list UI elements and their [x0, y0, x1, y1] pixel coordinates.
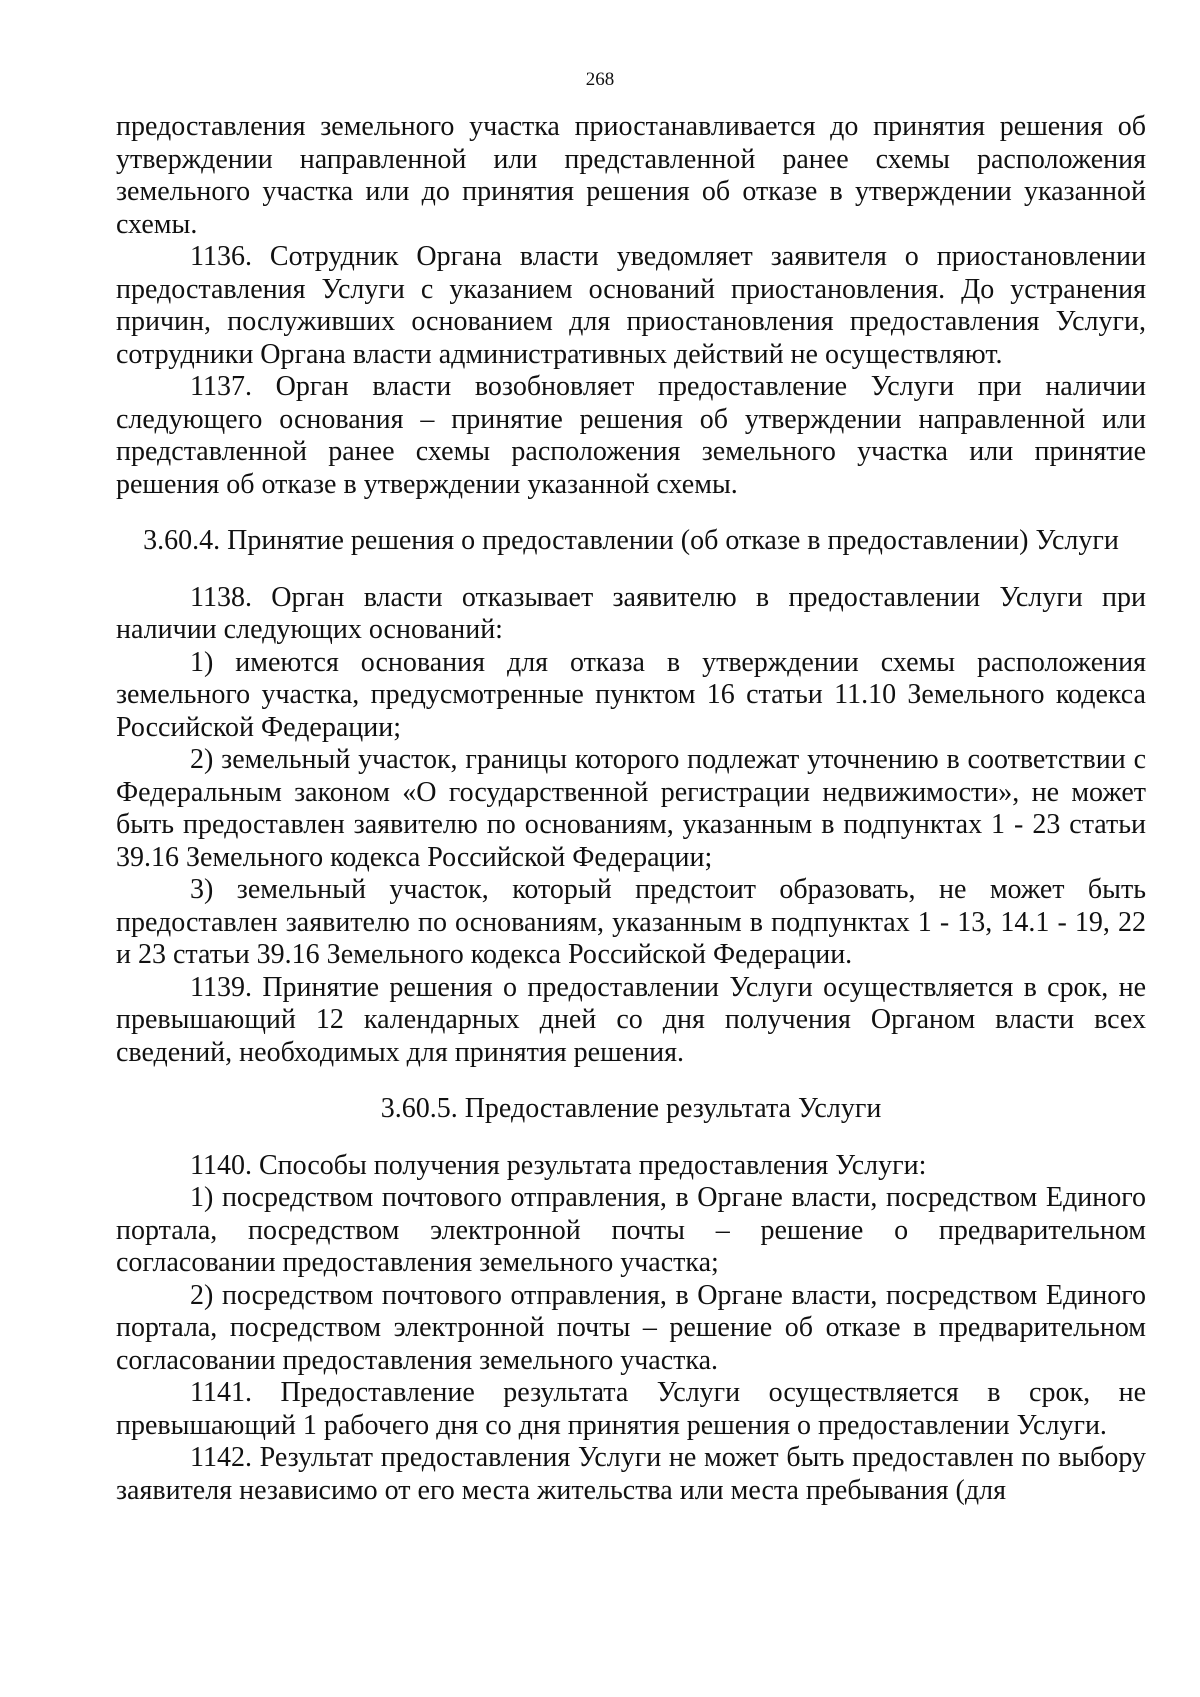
paragraph-1138: 1138. Орган власти отказывает заявителю в предоставлении Услуги при наличии следующих оснований:	[116, 581, 1146, 645]
page-number: 268	[585, 69, 615, 90]
paragraph-1142: 1142. Результат предоставления Услуги не может быть предоставлен по выбору заявителя независимо от его места жительства или места пребывания (для	[116, 1442, 1146, 1506]
paragraph-1140-item-2: 2) посредством почтового отправления, в Органе власти, посредством Единого портала, посредством электронной почты – решение об отказе в предварительном согласовании предоставления земельного участка.	[116, 1279, 1146, 1376]
paragraph-1141: 1141. Предоставление результата Услуги осуществляется в срок, не превышающий 1 рабочего дня со дня принятия решения о предоставлении Услуги.	[116, 1377, 1146, 1441]
paragraph-1139: 1139. Принятие решения о предоставлении Услуги осуществляется в срок, не превышающий 12 календарных дней со дня получения Органом власти всех сведений, необходимых для принятия решения.	[116, 971, 1146, 1068]
section-heading-3-60-4: 3.60.4. Принятие решения о предоставлении (об отказе в предоставлении) Услуги	[143, 525, 1119, 556]
paragraph-1140: 1140. Способы получения результата предоставления Услуги:	[190, 1149, 927, 1181]
paragraph-1137: 1137. Орган власти возобновляет предоставление Услуги при наличии следующего основания – принятие решения об утверждении направленной или представленной ранее схемы расположения земельного участка или принятие решения об отказе в утверждении указанной схемы.	[116, 371, 1146, 500]
section-heading-3-60-5: 3.60.5. Предоставление результата Услуги	[380, 1093, 882, 1124]
paragraph-1136: 1136. Сотрудник Органа власти уведомляет заявителя о приостановлении предоставления Услуги с указанием оснований приостановления. До устранения причин, послуживших основанием для приостановления предоставления Услуги, сотрудники Органа власти административных действий не осуществляют.	[116, 241, 1146, 370]
paragraph-continuation: предоставления земельного участка приостанавливается до принятия решения об утверждении направленной или представленной ранее схемы расположения земельного участка или до принятия решения об отказе в утверждении указанной схемы.	[116, 111, 1146, 240]
paragraph-1138-item-3: 3) земельный участок, который предстоит образовать, не может быть предоставлен заявителю по основаниям, указанным в подпунктах 1 - 13, 14.1 - 19, 22 и 23 статьи 39.16 Земельного кодекса Российской Федерации.	[116, 874, 1146, 970]
paragraph-1140-item-1: 1) посредством почтового отправления, в Органе власти, посредством Единого портала, посредством электронной почты – решение о предварительном согласовании предоставления земельного участка;	[116, 1182, 1146, 1278]
document-body	[116, 111, 1146, 1507]
paragraph-1138-item-1: 1) имеются основания для отказа в утверждении схемы расположения земельного участка, предусмотренные пунктом 16 статьи 11.10 Земельного кодекса Российской Федерации;	[116, 646, 1146, 743]
paragraph-1138-item-2: 2) земельный участок, границы которого подлежат уточнению в соответствии с Федеральным законом «О государственной регистрации недвижимости», не может быть предоставлен заявителю по основаниям, указанным в подпунктах 1 - 23 статьи 39.16 Земельного кодекса Российской Федерации;	[116, 744, 1146, 873]
